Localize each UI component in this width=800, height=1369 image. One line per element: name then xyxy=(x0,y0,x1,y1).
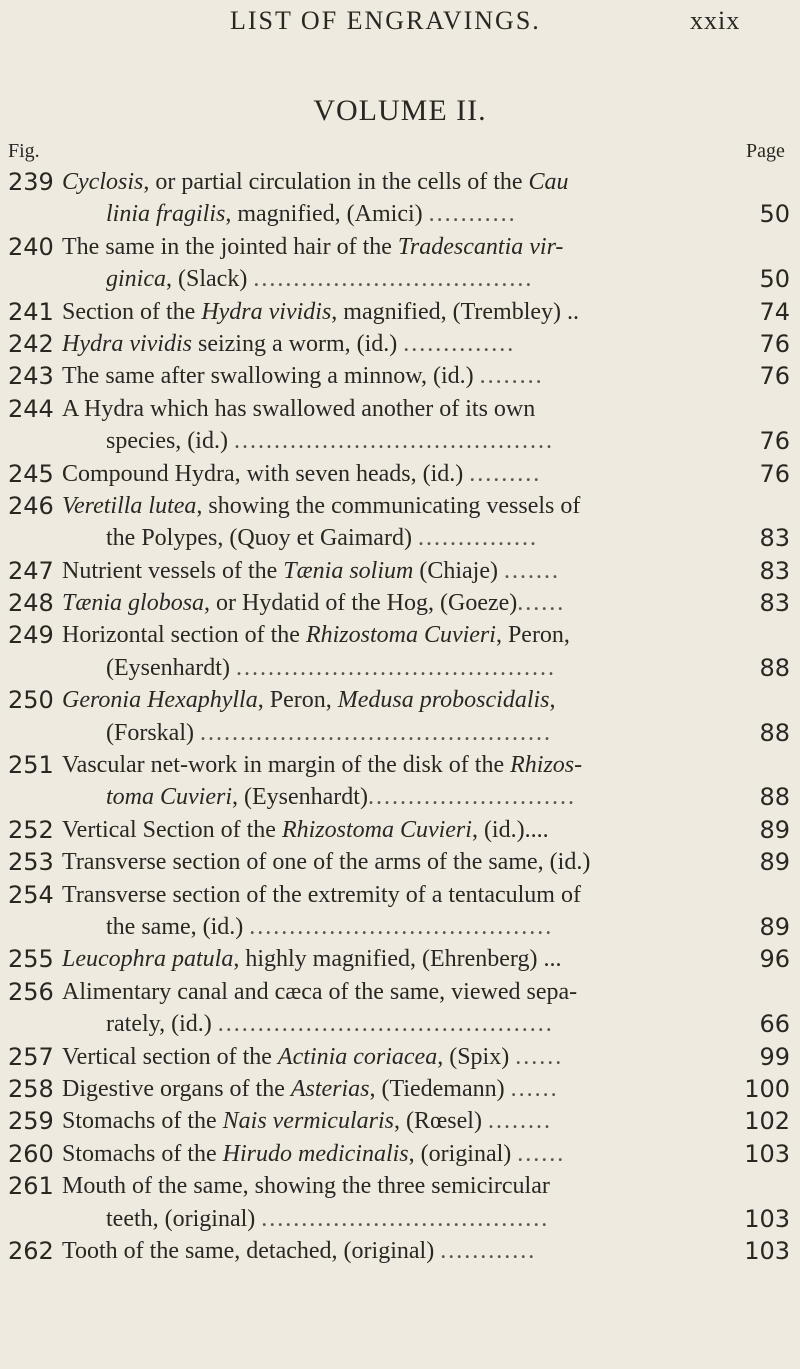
fig-column-header: Fig. xyxy=(8,140,40,162)
dot-leader: ........ xyxy=(479,363,544,390)
dot-leader: ........................................ xyxy=(235,654,556,681)
dot-leader: ...................................... xyxy=(249,913,554,940)
engraving-entry xyxy=(0,846,800,878)
entry-text xyxy=(106,1203,716,1235)
italic-text: Tænia solium xyxy=(283,557,414,584)
entry-text xyxy=(62,943,716,975)
entry-text-segment: A Hydra which has swallowed another of its own xyxy=(62,395,536,422)
engraving-entry xyxy=(0,458,800,490)
dot-leader: ...... xyxy=(510,1075,559,1102)
dot-leader: ...... xyxy=(517,1140,566,1167)
figure-number: 242 xyxy=(8,329,54,358)
entry-line xyxy=(0,328,800,360)
entry-text xyxy=(62,749,716,781)
italic-text: Leucophra patula xyxy=(62,946,234,973)
italic-text: Veretilla lutea xyxy=(62,492,197,519)
engraving-entry xyxy=(0,976,800,1041)
dot-leader: ........................................ xyxy=(233,428,554,455)
entry-text xyxy=(62,1138,716,1170)
entry-text-segment: Compound Hydra, with seven heads, (id.) xyxy=(62,460,470,487)
page-reference: 96 xyxy=(759,945,790,974)
entry-text-segment: teeth, (original) xyxy=(106,1205,262,1232)
entry-text-segment: Mouth of the same, showing the three semicircular xyxy=(62,1173,550,1200)
entry-line xyxy=(0,458,800,490)
engraving-entry xyxy=(0,1170,800,1235)
engraving-entry xyxy=(0,1138,800,1170)
italic-text: Rhizostoma Cuvieri xyxy=(305,622,496,649)
entry-text-segment: , (id.).... xyxy=(471,816,549,843)
entry-text xyxy=(62,846,716,878)
entry-text-segment: , (Rœsel) xyxy=(393,1108,488,1135)
engraving-entry xyxy=(0,1235,800,1267)
entry-line xyxy=(0,587,800,619)
entry-text xyxy=(62,360,716,392)
entry-text-segment: Horizontal section of the xyxy=(62,622,306,649)
entry-text-segment: the Polypes, (Quoy et Gaimard) xyxy=(106,525,418,552)
entry-text xyxy=(62,814,716,846)
dot-leader: ........ xyxy=(487,1108,552,1135)
entry-text-segment: Section of the xyxy=(62,298,202,325)
entry-text xyxy=(62,587,716,619)
page-reference: 89 xyxy=(759,912,790,941)
entry-line xyxy=(0,522,800,554)
entry-text-segment: the same, (id.) xyxy=(106,913,250,940)
page-header xyxy=(0,6,800,40)
page-reference: 88 xyxy=(759,718,790,747)
engraving-entry xyxy=(0,619,800,684)
figure-number: 256 xyxy=(8,977,54,1006)
entry-line xyxy=(0,1235,800,1267)
entry-text-segment: , (Tiedemann) xyxy=(369,1075,511,1102)
page-reference: 102 xyxy=(744,1107,790,1136)
entry-text-segment: , Peron, xyxy=(257,687,338,714)
engraving-entry xyxy=(0,1105,800,1137)
entry-text-segment: , (Eysenhardt) xyxy=(232,784,368,811)
figure-number: 257 xyxy=(8,1042,54,1071)
entry-line xyxy=(0,911,800,943)
engraving-entry xyxy=(0,749,800,814)
entry-line xyxy=(0,1203,800,1235)
entry-text-segment: Nutrient vessels of the xyxy=(62,557,284,584)
figure-number: 247 xyxy=(8,556,54,585)
entry-text xyxy=(62,555,716,587)
engraving-entry xyxy=(0,1041,800,1073)
entry-text xyxy=(62,879,716,911)
page-reference: 83 xyxy=(759,556,790,585)
entry-text xyxy=(106,522,716,554)
italic-text: Cau xyxy=(528,169,569,195)
italic-text: Geronia Hexaphylla xyxy=(62,687,258,714)
figure-number: 245 xyxy=(8,459,54,488)
page-reference: 83 xyxy=(759,524,790,553)
page-reference: 74 xyxy=(759,297,790,326)
entry-text-segment: , or partial circulation in the cells of the xyxy=(143,169,529,195)
entry-line xyxy=(0,846,800,878)
page-reference: 99 xyxy=(759,1042,790,1071)
engraving-entry xyxy=(0,555,800,587)
engraving-entry xyxy=(0,684,800,749)
entry-text-segment: Tooth of the same, detached, (original) xyxy=(62,1237,441,1264)
running-title: LIST OF ENGRAVINGS. xyxy=(230,6,541,35)
italic-text: Nais vermicularis xyxy=(222,1108,394,1135)
engraving-entry xyxy=(0,490,800,555)
figure-number: 255 xyxy=(8,945,54,974)
page-reference: 50 xyxy=(759,200,790,229)
entry-line xyxy=(0,1073,800,1105)
entry-text xyxy=(62,393,716,425)
entry-line xyxy=(0,976,800,1008)
italic-text: Cyclosis xyxy=(62,169,144,195)
entry-text xyxy=(106,263,716,295)
entry-text-segment: , highly magnified, (Ehrenberg) ... xyxy=(233,946,562,973)
dot-leader: ......... xyxy=(469,460,542,487)
figure-number: 261 xyxy=(8,1172,54,1201)
engraving-entry xyxy=(0,587,800,619)
entry-line xyxy=(0,717,800,749)
entry-line xyxy=(0,425,800,457)
entry-line xyxy=(0,296,800,328)
engraving-entry xyxy=(0,360,800,392)
entry-text-segment: , or Hydatid of the Hog, (Goeze) xyxy=(204,590,518,617)
entry-line xyxy=(0,1008,800,1040)
entry-line xyxy=(0,1138,800,1170)
entry-text xyxy=(62,1073,716,1105)
entry-text xyxy=(106,425,716,457)
entry-text xyxy=(62,976,716,1008)
page-reference: 76 xyxy=(759,362,790,391)
page-reference: 89 xyxy=(759,815,790,844)
italic-text: Medusa proboscidalis xyxy=(337,687,550,714)
entry-text-segment: , Peron, xyxy=(495,622,570,649)
figure-number: 252 xyxy=(8,815,54,844)
engraving-entry xyxy=(0,1073,800,1105)
italic-text: ginica xyxy=(106,266,166,293)
dot-leader: .......................... xyxy=(367,784,576,811)
entry-line xyxy=(0,231,800,263)
italic-text: Actinia coriacea xyxy=(277,1043,438,1070)
engraving-entry xyxy=(0,328,800,360)
entry-text xyxy=(106,198,716,230)
figure-number: 253 xyxy=(8,848,54,877)
italic-text: Rhizos- xyxy=(510,752,583,779)
entry-text xyxy=(62,458,716,490)
entry-text xyxy=(106,911,716,943)
entry-text xyxy=(62,328,716,360)
entry-text xyxy=(62,1170,716,1202)
entry-text-segment: Vertical section of the xyxy=(62,1043,278,1070)
entry-text-segment: (Chiaje) xyxy=(413,557,504,584)
entry-line xyxy=(0,781,800,813)
engraving-entry xyxy=(0,814,800,846)
page-reference: 76 xyxy=(759,427,790,456)
page-reference: 66 xyxy=(759,1010,790,1039)
page-column-header: Page xyxy=(746,140,785,162)
page-reference: 83 xyxy=(759,589,790,618)
entry-text xyxy=(106,717,716,749)
entry-text-segment: , (Spix) xyxy=(437,1043,516,1070)
entry-text xyxy=(62,1235,716,1267)
dot-leader: ............ xyxy=(440,1237,537,1264)
italic-text: Rhizostoma Cuvieri xyxy=(281,816,472,843)
entry-line xyxy=(0,814,800,846)
entry-line xyxy=(0,555,800,587)
entry-text xyxy=(62,296,716,328)
entry-text-segment: , (original) xyxy=(408,1140,518,1167)
italic-text: Hydra vividis xyxy=(201,298,332,325)
dot-leader: .................................... xyxy=(261,1205,550,1232)
entry-text xyxy=(62,619,716,651)
entry-line xyxy=(0,1041,800,1073)
page-reference: 103 xyxy=(744,1139,790,1168)
entry-text-segment: Alimentary canal and cæca of the same, viewed sepa- xyxy=(62,978,578,1005)
engraving-entry xyxy=(0,879,800,944)
figure-number: 240 xyxy=(8,232,54,261)
entry-line xyxy=(0,1105,800,1137)
entry-line xyxy=(0,166,800,198)
entry-text-segment: , magnified, (Amici) xyxy=(225,201,429,228)
page-reference: 76 xyxy=(759,459,790,488)
page-reference: 88 xyxy=(759,653,790,682)
figure-number: 259 xyxy=(8,1107,54,1136)
dot-leader: ....... xyxy=(503,557,560,584)
figure-number: 239 xyxy=(8,168,54,196)
entry-text-segment: , magnified, (Trembley) .. xyxy=(331,298,580,325)
engraving-entry xyxy=(0,231,800,296)
entry-line xyxy=(0,360,800,392)
entry-text-segment: rately, (id.) xyxy=(106,1011,218,1038)
volume-title: VOLUME II. xyxy=(313,94,487,127)
page-reference: 88 xyxy=(759,783,790,812)
figure-number: 254 xyxy=(8,880,54,909)
page-reference: 103 xyxy=(744,1236,790,1265)
page-reference: 76 xyxy=(759,329,790,358)
engraving-entry xyxy=(0,166,800,231)
entry-text xyxy=(62,684,716,716)
italic-text: Hydra vividis xyxy=(62,330,192,357)
page-reference: 50 xyxy=(759,265,790,294)
italic-text: Hirudo medicinalis xyxy=(222,1140,409,1167)
entry-text xyxy=(106,1008,716,1040)
page-number: xxix xyxy=(690,6,741,35)
entry-line xyxy=(0,490,800,522)
figure-number: 262 xyxy=(8,1236,54,1265)
entry-text xyxy=(62,231,716,263)
entry-text-segment: , xyxy=(549,687,556,714)
entry-text-segment: Vertical Section of the xyxy=(62,816,282,843)
engravings-list xyxy=(0,166,800,1267)
dot-leader: .............. xyxy=(403,330,516,357)
entry-text-segment: species, (id.) xyxy=(106,428,234,455)
figure-number: 248 xyxy=(8,589,54,618)
page-reference: 100 xyxy=(744,1074,790,1103)
entry-text xyxy=(62,490,716,522)
figure-number: 243 xyxy=(8,362,54,391)
engraving-entry xyxy=(0,296,800,328)
figure-number: 246 xyxy=(8,491,54,520)
dot-leader: ................................... xyxy=(253,266,534,293)
entry-line xyxy=(0,749,800,781)
entry-line xyxy=(0,879,800,911)
entry-text-segment: Stomachs of the xyxy=(62,1108,223,1135)
entry-text-segment: Vascular net-work in margin of the disk of the xyxy=(62,752,511,779)
entry-line xyxy=(0,943,800,975)
dot-leader: .......................................... xyxy=(217,1011,554,1038)
figure-number: 241 xyxy=(8,297,54,326)
entry-text-segment: , (Slack) xyxy=(166,266,254,293)
figure-number: 250 xyxy=(8,686,54,715)
entry-text xyxy=(62,166,716,198)
entry-text xyxy=(106,781,716,813)
figure-number: 258 xyxy=(8,1074,54,1103)
entry-text-segment: The same in the jointed hair of the xyxy=(62,233,398,260)
entry-text-segment: Digestive organs of the xyxy=(62,1075,291,1102)
italic-text: toma Cuvieri xyxy=(106,784,232,811)
engraving-entry xyxy=(0,943,800,975)
entry-text-segment: , showing the communicating vessels of xyxy=(196,492,581,519)
italic-text: Tænia globosa xyxy=(62,590,205,617)
entry-line xyxy=(0,684,800,716)
dot-leader: ...... xyxy=(517,590,566,617)
page-reference: 103 xyxy=(744,1204,790,1233)
page-reference: 89 xyxy=(759,848,790,877)
entry-text-segment: (Eysenhardt) xyxy=(106,654,236,681)
entry-text-segment: seizing a worm, (id.) xyxy=(191,330,404,357)
entry-line xyxy=(0,198,800,230)
italic-text: linia fragilis xyxy=(106,201,226,228)
dot-leader: ........... xyxy=(428,201,517,228)
entry-text xyxy=(106,652,716,684)
figure-number: 251 xyxy=(8,751,54,780)
figure-number: 244 xyxy=(8,394,54,423)
entry-text xyxy=(62,1105,716,1137)
entry-line xyxy=(0,393,800,425)
dot-leader: ............... xyxy=(417,525,538,552)
entry-line xyxy=(0,1170,800,1202)
entry-text-segment: The same after swallowing a minnow, (id.) xyxy=(62,363,480,390)
entry-text xyxy=(62,1041,716,1073)
italic-text: Tradescantia vir- xyxy=(397,233,564,260)
entry-text-segment: Transverse section of the extremity of a tentaculum of xyxy=(62,881,581,908)
entry-line xyxy=(0,619,800,651)
entry-text-segment: Transverse section of one of the arms of the same, (id.) xyxy=(62,849,591,876)
entry-line xyxy=(0,263,800,295)
dot-leader: ...... xyxy=(515,1043,564,1070)
italic-text: Asterias xyxy=(290,1075,370,1102)
entry-line xyxy=(0,652,800,684)
dot-leader: ............................................ xyxy=(199,719,552,746)
figure-number: 260 xyxy=(8,1139,54,1168)
figure-number: 249 xyxy=(8,621,54,650)
entry-text-segment: (Forskal) xyxy=(106,719,200,746)
entry-text-segment: Stomachs of the xyxy=(62,1140,223,1167)
engraving-entry xyxy=(0,393,800,458)
